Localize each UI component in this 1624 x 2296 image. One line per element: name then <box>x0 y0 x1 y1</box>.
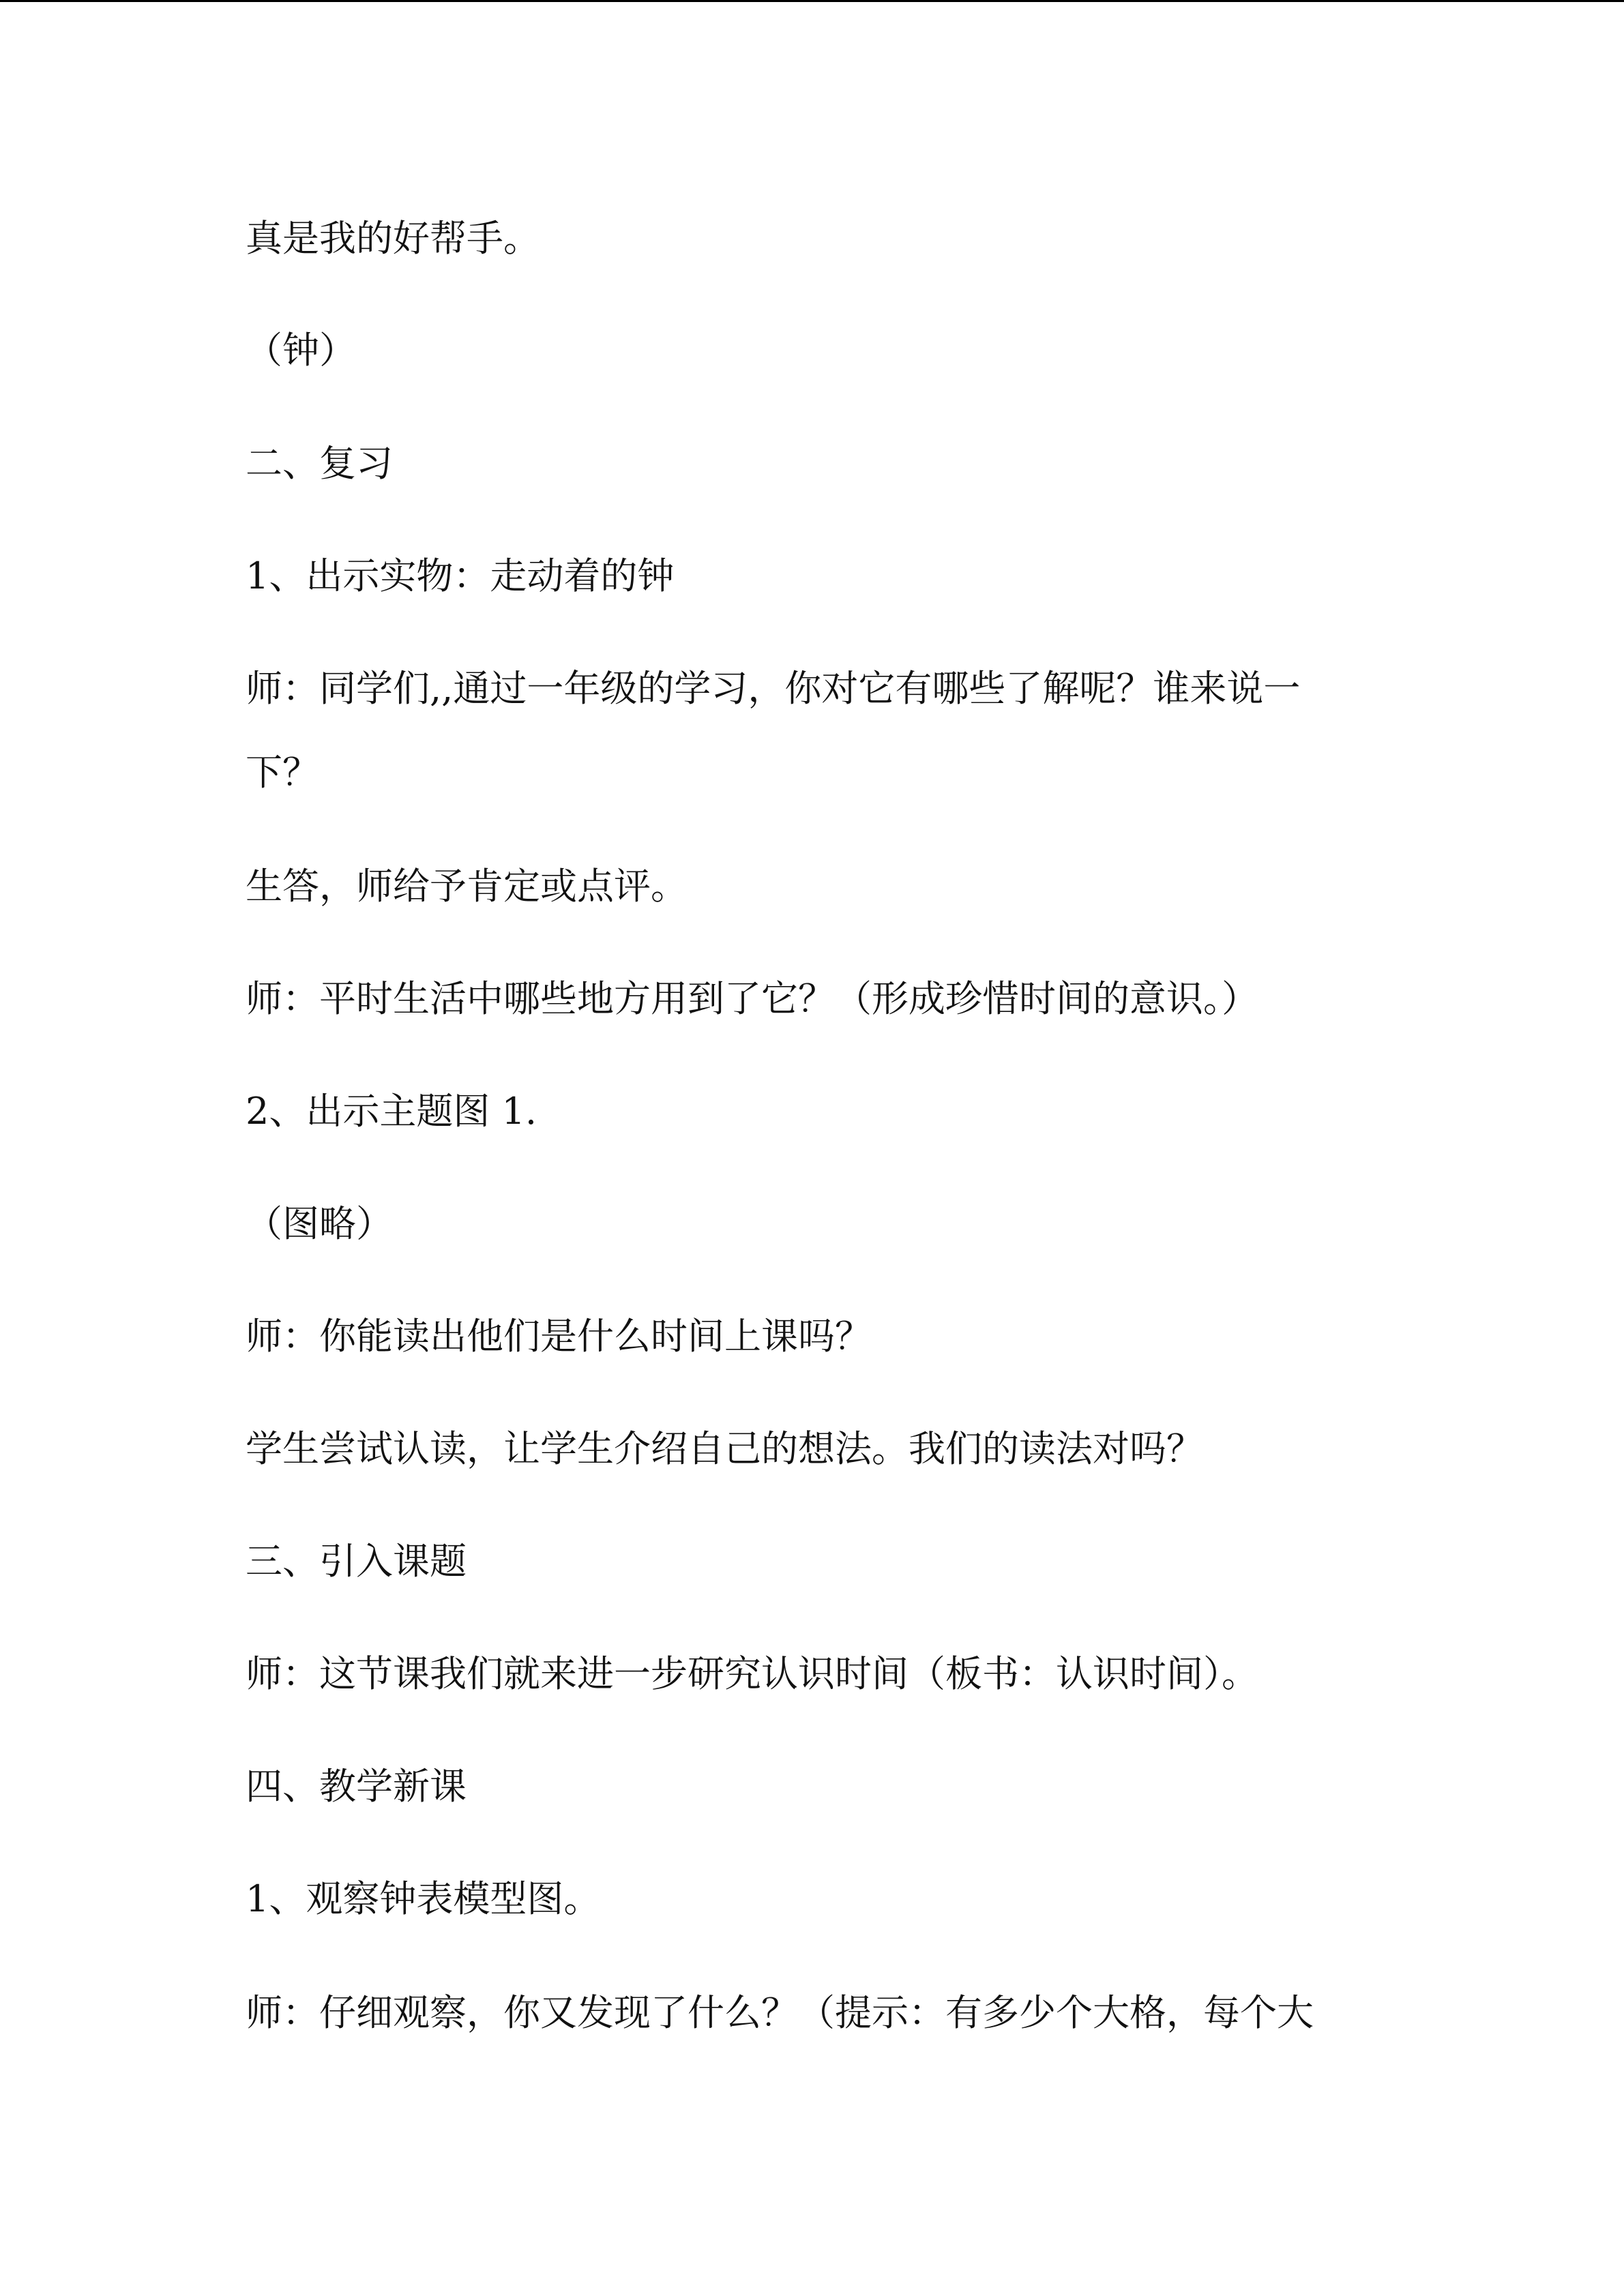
text-line-13: 三、引入课题 <box>246 1540 467 1583</box>
text-line-17: 师：仔细观察，你又发现了什么？（提示：有多少个大格，每个大 <box>246 1991 1314 2034</box>
text-line-11: 师：你能读出他们是什么时间上课吗？ <box>246 1315 872 1358</box>
text-line-5: 师：同学们,,通过一年级的学习，你对它有哪些了解呢？谁来说一 <box>246 667 1301 710</box>
page-top-border <box>0 0 1624 2</box>
text-line-8: 师：平时生活中哪些地方用到了它？（形成珍惜时间的意识。） <box>246 977 1258 1020</box>
text-line-2: （钟） <box>246 329 356 372</box>
text-line-1: 真是我的好帮手。 <box>246 217 540 260</box>
text-line-7: 生答，师给予肯定或点评。 <box>246 865 688 908</box>
text-line-14: 师：这节课我们就来进一步研究认识时间（板书：认识时间）。 <box>246 1652 1258 1695</box>
text-line-10: （图略） <box>246 1202 393 1245</box>
text-line-16: 1、观察钟表模型图。 <box>246 1877 601 1920</box>
text-line-15: 四、教学新课 <box>246 1765 467 1808</box>
text-line-6: 下？ <box>246 751 319 794</box>
text-line-4: 1、出示实物：走动着的钟 <box>246 554 675 597</box>
text-line-12: 学生尝试认读，让学生介绍自己的想法。我们的读法对吗？ <box>246 1427 1203 1470</box>
text-line-9: 2、出示主题图 1. <box>246 1090 537 1133</box>
text-line-3: 二、复习 <box>246 442 393 485</box>
